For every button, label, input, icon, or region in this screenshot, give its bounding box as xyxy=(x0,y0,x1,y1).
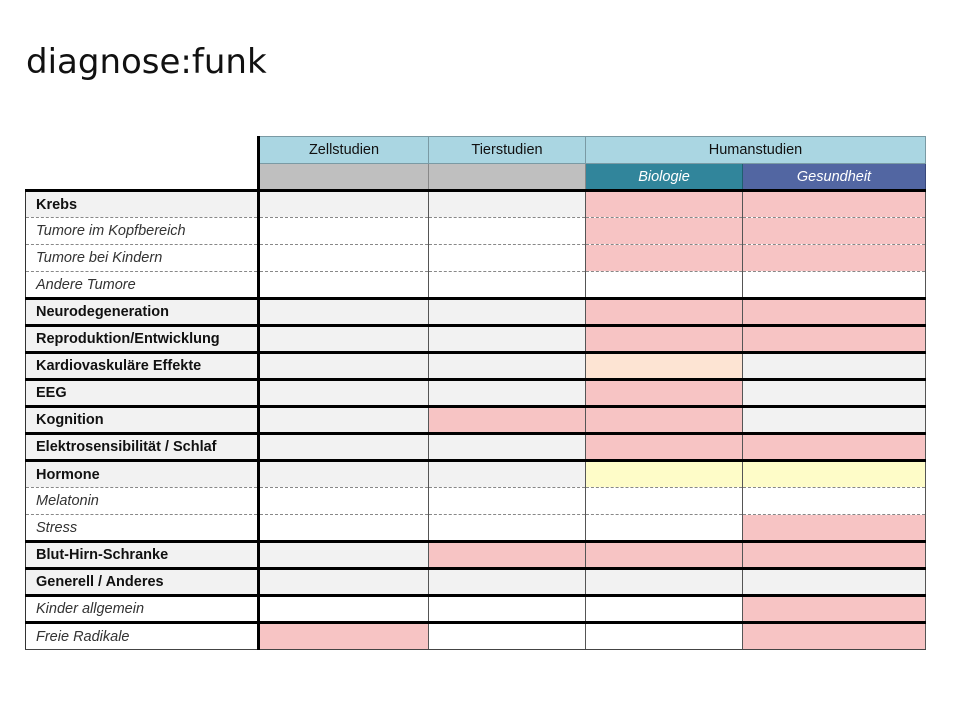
cell-biologie xyxy=(586,569,743,596)
cell-zellstudien xyxy=(259,461,429,488)
cell-tierstudien xyxy=(429,407,586,434)
header-humanstudien: Humanstudien xyxy=(586,137,926,164)
cell-zellstudien xyxy=(259,407,429,434)
cell-gesundheit xyxy=(743,245,926,272)
row-label: Tumore im Kopfbereich xyxy=(26,218,259,245)
row-label: Kinder allgemein xyxy=(26,596,259,623)
cell-biologie xyxy=(586,407,743,434)
row-label: Krebs xyxy=(26,191,259,218)
table-row xyxy=(26,542,926,569)
cell-zellstudien xyxy=(259,488,429,515)
cell-tierstudien xyxy=(429,299,586,326)
cell-gesundheit xyxy=(743,191,926,218)
header-row-1 xyxy=(26,137,926,164)
cell-zellstudien xyxy=(259,326,429,353)
row-label: Hormone xyxy=(26,461,259,488)
cell-gesundheit xyxy=(743,515,926,542)
table-row xyxy=(26,407,926,434)
table-row xyxy=(26,326,926,353)
header-gesundheit: Gesundheit xyxy=(743,164,926,191)
cell-tierstudien xyxy=(429,542,586,569)
cell-tierstudien xyxy=(429,218,586,245)
cell-zellstudien xyxy=(259,542,429,569)
cell-zellstudien xyxy=(259,515,429,542)
row-label: Kognition xyxy=(26,407,259,434)
cell-gesundheit xyxy=(743,623,926,650)
table-row xyxy=(26,245,926,272)
cell-tierstudien xyxy=(429,353,586,380)
cell-gesundheit xyxy=(743,488,926,515)
cell-zellstudien xyxy=(259,218,429,245)
cell-tierstudien xyxy=(429,461,586,488)
row-label: EEG xyxy=(26,380,259,407)
cell-biologie xyxy=(586,488,743,515)
table-row xyxy=(26,515,926,542)
header-biologie: Biologie xyxy=(586,164,743,191)
cell-gesundheit xyxy=(743,353,926,380)
cell-biologie xyxy=(586,299,743,326)
cell-zellstudien xyxy=(259,299,429,326)
cell-zellstudien xyxy=(259,623,429,650)
header-zellstudien: Zellstudien xyxy=(259,137,429,164)
page-title: diagnose:funk xyxy=(26,42,267,82)
table-row xyxy=(26,218,926,245)
table-row xyxy=(26,623,926,650)
cell-zellstudien xyxy=(259,245,429,272)
table-row xyxy=(26,272,926,299)
cell-tierstudien xyxy=(429,623,586,650)
row-label: Andere Tumore xyxy=(26,272,259,299)
study-matrix-table xyxy=(25,136,926,650)
row-label: Stress xyxy=(26,515,259,542)
cell-tierstudien xyxy=(429,326,586,353)
cell-zellstudien xyxy=(259,569,429,596)
row-label: Blut-Hirn-Schranke xyxy=(26,542,259,569)
table-row xyxy=(26,461,926,488)
cell-tierstudien xyxy=(429,569,586,596)
header-tier-sub xyxy=(429,164,586,191)
cell-tierstudien xyxy=(429,515,586,542)
cell-biologie xyxy=(586,380,743,407)
matrix-body xyxy=(26,191,926,650)
cell-tierstudien xyxy=(429,488,586,515)
cell-biologie xyxy=(586,596,743,623)
cell-tierstudien xyxy=(429,245,586,272)
cell-biologie xyxy=(586,218,743,245)
cell-gesundheit xyxy=(743,218,926,245)
header-tierstudien: Tierstudien xyxy=(429,137,586,164)
cell-tierstudien xyxy=(429,380,586,407)
cell-tierstudien xyxy=(429,596,586,623)
cell-zellstudien xyxy=(259,272,429,299)
cell-zellstudien xyxy=(259,596,429,623)
cell-tierstudien xyxy=(429,272,586,299)
row-label: Freie Radikale xyxy=(26,623,259,650)
cell-zellstudien xyxy=(259,434,429,461)
header-row-2 xyxy=(26,164,926,191)
cell-gesundheit xyxy=(743,434,926,461)
cell-zellstudien xyxy=(259,353,429,380)
table-row xyxy=(26,353,926,380)
cell-biologie xyxy=(586,191,743,218)
cell-zellstudien xyxy=(259,191,429,218)
cell-tierstudien xyxy=(429,191,586,218)
cell-biologie xyxy=(586,434,743,461)
table-row xyxy=(26,380,926,407)
cell-biologie xyxy=(586,515,743,542)
row-label: Tumore bei Kindern xyxy=(26,245,259,272)
cell-gesundheit xyxy=(743,569,926,596)
row-label: Neurodegeneration xyxy=(26,299,259,326)
row-label: Kardiovaskuläre Effekte xyxy=(26,353,259,380)
cell-gesundheit xyxy=(743,596,926,623)
cell-zellstudien xyxy=(259,380,429,407)
table-row xyxy=(26,569,926,596)
header-corner-2 xyxy=(26,164,259,191)
header-corner xyxy=(26,137,259,164)
table-row xyxy=(26,434,926,461)
row-label: Melatonin xyxy=(26,488,259,515)
header-zell-sub xyxy=(259,164,429,191)
cell-biologie xyxy=(586,461,743,488)
table-row xyxy=(26,488,926,515)
cell-biologie xyxy=(586,542,743,569)
cell-biologie xyxy=(586,272,743,299)
cell-biologie xyxy=(586,353,743,380)
cell-gesundheit xyxy=(743,542,926,569)
cell-gesundheit xyxy=(743,272,926,299)
cell-biologie xyxy=(586,326,743,353)
cell-gesundheit xyxy=(743,299,926,326)
row-label: Elektrosensibilität / Schlaf xyxy=(26,434,259,461)
cell-biologie xyxy=(586,245,743,272)
cell-gesundheit xyxy=(743,461,926,488)
cell-gesundheit xyxy=(743,326,926,353)
table-row xyxy=(26,596,926,623)
cell-gesundheit xyxy=(743,380,926,407)
cell-gesundheit xyxy=(743,407,926,434)
cell-biologie xyxy=(586,623,743,650)
cell-tierstudien xyxy=(429,434,586,461)
table-row xyxy=(26,299,926,326)
row-label: Generell / Anderes xyxy=(26,569,259,596)
row-label: Reproduktion/Entwicklung xyxy=(26,326,259,353)
table-row xyxy=(26,191,926,218)
